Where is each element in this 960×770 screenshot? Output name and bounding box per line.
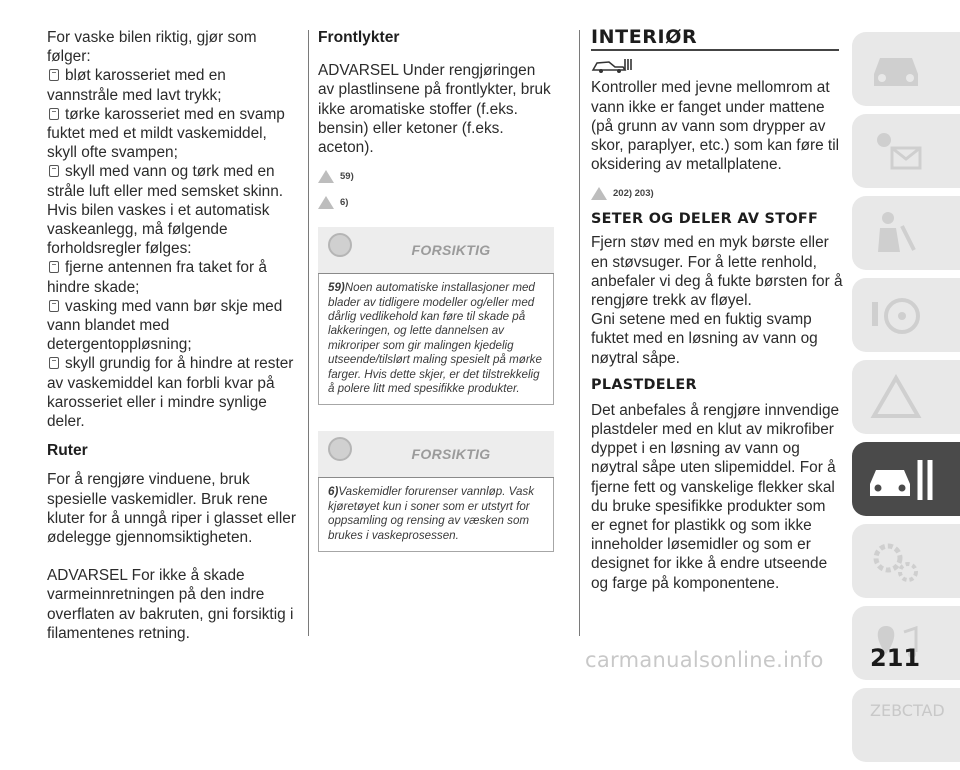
caution-box-body: 59)Noen automatiske installasjoner med blader av tidligere modeller og/eller med dårlig vedlikehold kan føre til skade på lakkeringen, og lette dannelsen av mikroriper som gir malingen kjedelig utseende/tilslørt maling spesielt på mørke farger. Hvis dette skjer, er det tilstrekkelig å polere litt med spesifikke produkter. bbox=[318, 274, 554, 405]
caution-badge-icon bbox=[328, 233, 352, 257]
bullet-icon bbox=[49, 165, 59, 177]
index-letters: ZEBCTAD bbox=[870, 701, 945, 720]
page-number: 211 bbox=[870, 644, 921, 672]
auto-wash-text: Hvis bilen vaskes i et automatisk vaskeanlegg, må følgende forholdsregler følges: bbox=[47, 201, 270, 258]
car-interior-icon bbox=[591, 57, 635, 78]
bullet-item: skyll med vann og tørk med en stråle luft eller med semsket skinn. bbox=[47, 163, 284, 200]
frontlykter-heading: Frontlykter bbox=[318, 29, 400, 46]
ruter-text: For å rengjøre vinduene, bruk spesielle vaskemidler. Bruk rene kluter for å unngå riper i glasset eller ødelegge gjennomsiktigheten. bbox=[47, 471, 296, 547]
bullet-icon bbox=[49, 108, 59, 120]
bullet-icon bbox=[49, 357, 59, 369]
column-divider-2 bbox=[579, 30, 580, 636]
tab-warning-lights[interactable] bbox=[852, 114, 960, 188]
tab-starting-driving[interactable] bbox=[852, 278, 960, 352]
watermark-text: carmanualsonline.info bbox=[585, 648, 824, 672]
warning-lights-icon bbox=[866, 126, 926, 176]
column-divider-1 bbox=[308, 30, 309, 636]
column-3 bbox=[591, 28, 843, 593]
gears-icon bbox=[866, 536, 926, 586]
bullet-icon bbox=[49, 261, 59, 273]
tab-dashboard[interactable] bbox=[852, 32, 960, 106]
warning-triangle-icon bbox=[591, 187, 607, 200]
car-front-icon bbox=[866, 44, 926, 94]
warning-triangle-icon bbox=[318, 196, 334, 209]
bullet-icon bbox=[49, 69, 59, 81]
car-wrench-icon bbox=[866, 454, 946, 506]
column-2 bbox=[318, 28, 554, 552]
warning-ref: 6) bbox=[318, 191, 554, 213]
tab-index[interactable] bbox=[852, 688, 960, 762]
tab-safety[interactable] bbox=[852, 196, 960, 270]
warning-triangle-icon bbox=[318, 170, 334, 183]
seatbelt-icon bbox=[866, 208, 926, 258]
interior-heading: INTERIØR bbox=[591, 28, 839, 51]
bullet-item: bløt karosseriet med en vannstråle med lavt trykk; bbox=[47, 67, 226, 104]
interior-text: Kontroller med jevne mellomrom at vann ikke er fanget under mattene (på grunn av vann som drypper av skor, paraplyer, etc.) som kan føre til oksidering av metallplatene. bbox=[591, 79, 840, 174]
emergency-triangle-icon bbox=[866, 372, 926, 422]
warning-ref: 202) 203) bbox=[591, 182, 843, 204]
caution-box-header: FORSIKTIG bbox=[318, 431, 554, 478]
plastdeler-text: Det anbefales å rengjøre innvendige plastdeler med en klut av mikrofiber dyppet i en løsning av vann og nøytral såpe uten slipemiddel. For å fjerne fett og vanskelige flekker skal du bruke spesifikke produkter som er egnet for plastikk og som ikke inneholder løsemidler og som er designet for ikke å endre utseende og farge på komponentene. bbox=[591, 401, 840, 592]
bullet-icon bbox=[49, 300, 59, 312]
bullet-item: fjerne antennen fra taket for å hindre skade; bbox=[47, 259, 267, 296]
bullet-item: tørke karosseriet med en svamp fuktet med et mildt vaskemiddel, skyll ofte svampen; bbox=[47, 105, 285, 162]
alphabet-index-icon bbox=[866, 700, 945, 756]
frontlykter-text: ADVARSEL Under rengjøringen av plastlinsene på frontlykter, bruk ikke aromatiske stoffer (f.eks. bensin) eller ketoner (f.eks. aceton). bbox=[318, 62, 551, 157]
caution-badge-icon bbox=[328, 437, 352, 461]
seter-heading: SETER OG DELER AV STOFF bbox=[591, 211, 819, 228]
intro-text: For vaske bilen riktig, gjør som følger: bbox=[47, 29, 257, 66]
advarsel-text: ADVARSEL For ikke å skade varmeinnretningen på den indre overflaten av bakruten, gni forsiktig i filamentenes retning. bbox=[47, 567, 294, 642]
steering-wheel-icon bbox=[866, 290, 926, 340]
seter-text: Fjern støv med en myk børste eller en støvsuger. For å lette renhold, anbefaler vi deg å fukte børsten for å rengjøre trekk av fløyel. bbox=[591, 234, 843, 310]
tab-maintenance[interactable] bbox=[852, 442, 960, 516]
ruter-heading: Ruter bbox=[47, 442, 88, 460]
caution-box-body: 6)Vaskemidler forurenser vannløp. Vask kjøretøyet kun i soner som er utstyrt for oppsamling og rensing av væsken som brukes i vaskeprosessen. bbox=[318, 478, 554, 552]
warning-ref: 59) bbox=[318, 165, 554, 187]
tab-emergency[interactable] bbox=[852, 360, 960, 434]
caution-box-header: FORSIKTIG bbox=[318, 227, 554, 274]
column-1 bbox=[47, 28, 299, 643]
seter-text: Gni setene med en fuktig svamp fuktet med en løsning av vann og nøytral såpe. bbox=[591, 311, 818, 367]
bullet-item: vasking med vann bør skje med vann blandet med detergentoppløsning; bbox=[47, 297, 283, 354]
tab-technical-data[interactable] bbox=[852, 524, 960, 598]
bullet-item: skyll grundig for å hindre at rester av vaskemiddel kan forbli kvar på karosseriet eller i mindre synlige deler. bbox=[47, 355, 294, 431]
plastdeler-heading: PLASTDELER bbox=[591, 376, 697, 393]
